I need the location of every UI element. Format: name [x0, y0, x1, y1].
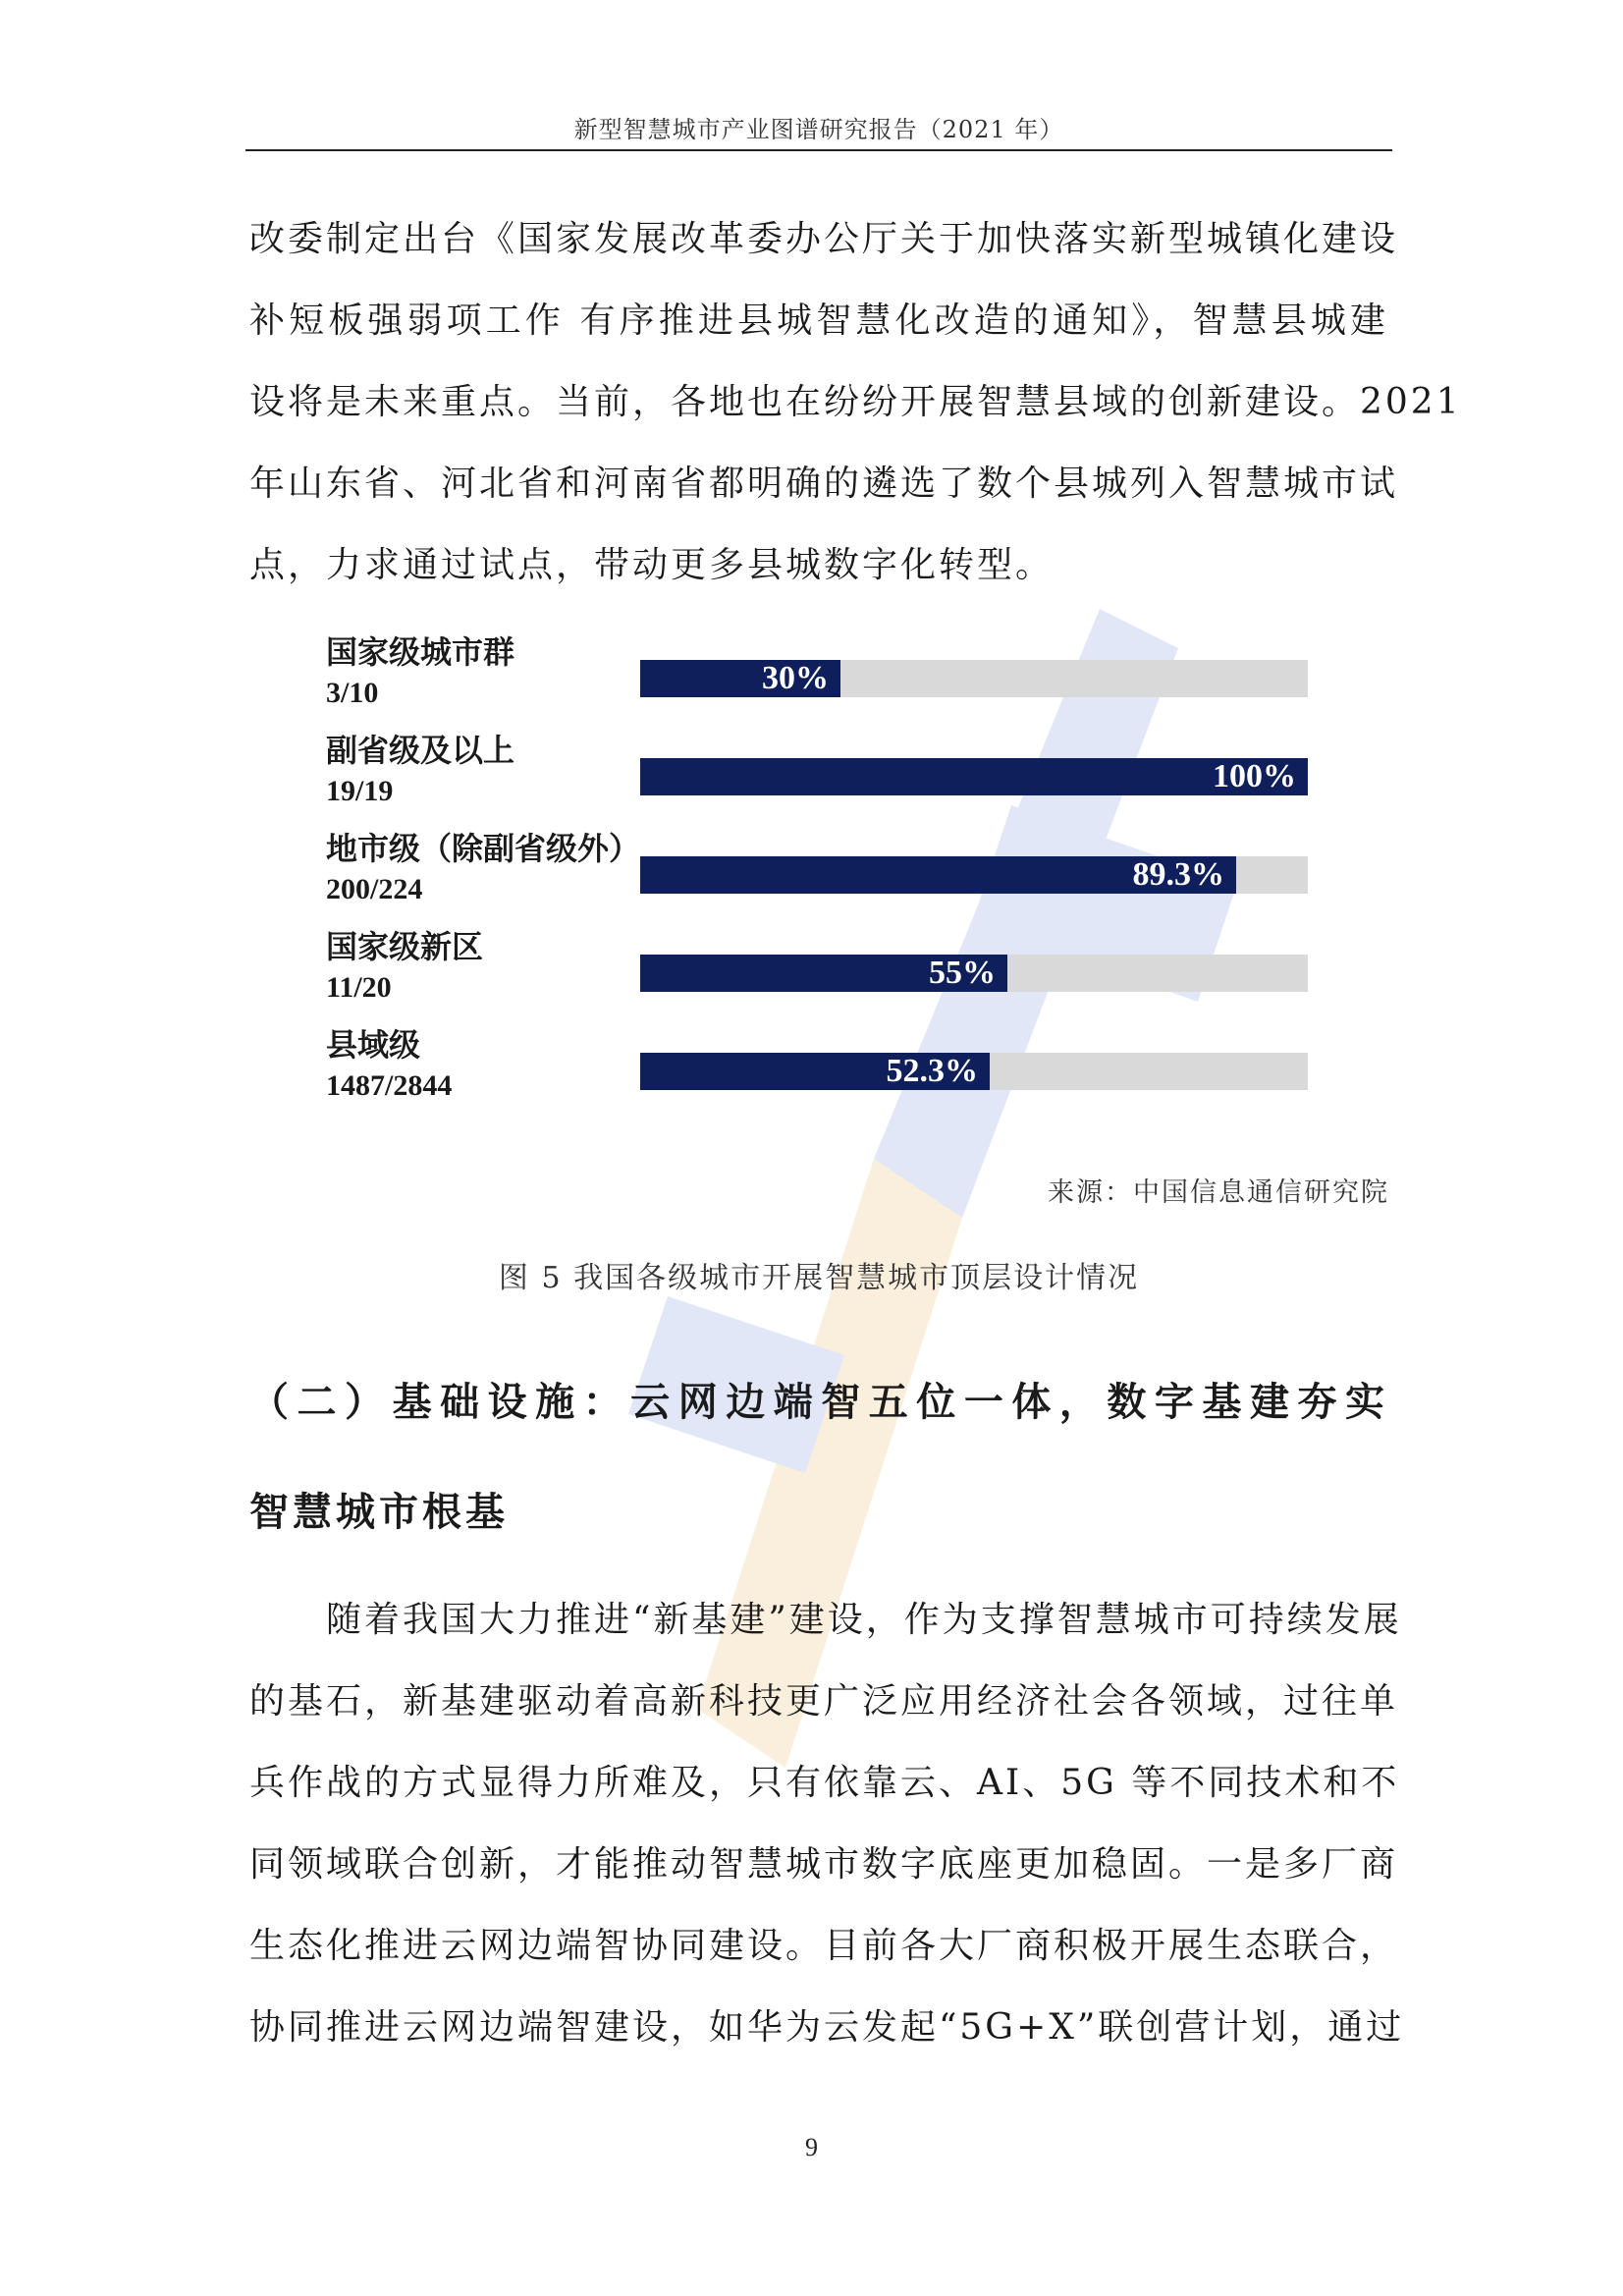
- paragraph-1-line: 年山东省、河北省和河南省都明确的遴选了数个县城列入智慧城市试: [249, 464, 1399, 504]
- bar-track: [640, 955, 1308, 992]
- paragraph-1-line: 点，力求通过试点，带动更多县城数字化转型。: [249, 545, 1055, 585]
- paragraph-1-line: 改委制定出台《国家发展改革委办公厅关于加快落实新型城镇化建设: [249, 219, 1399, 259]
- paragraph-2-line: 协同推进云网边端智建设，如华为云发起“5G+X”联创营计划，通过: [249, 2007, 1405, 2048]
- paragraph-1-line: 设将是未来重点。当前，各地也在纷纷开展智慧县域的创新建设。2021: [249, 382, 1462, 422]
- bar-value-label: 55%: [929, 955, 996, 991]
- category-count: 19/19: [326, 775, 394, 807]
- paragraph-2-line: 同领域联合创新，才能推动智慧城市数字底座更加稳固。一是多厂商: [249, 1844, 1399, 1885]
- figure-source: 来源：中国信息通信研究院: [1048, 1177, 1389, 1208]
- bar-value-label: 30%: [762, 660, 829, 696]
- category-count: 11/20: [326, 971, 392, 1004]
- bar-value-label: 100%: [1213, 758, 1296, 794]
- bar-chart: [314, 629, 1316, 1120]
- bar-track: [640, 758, 1308, 795]
- category-count: 200/224: [326, 873, 423, 905]
- category-label: 副省级及以上: [326, 732, 515, 769]
- paragraph-1: [249, 198, 1462, 606]
- bar-track: [640, 1053, 1308, 1090]
- paragraph-1-line: 补短板强弱项工作 有序推进县城智慧化改造的通知》，智慧县城建: [249, 301, 1388, 341]
- category-label: 国家级新区: [326, 928, 484, 965]
- header-rule: [245, 149, 1392, 151]
- bar-value-label: 52.3%: [886, 1053, 978, 1089]
- page-header: 新型智慧城市产业图谱研究报告（2021 年）: [573, 116, 1064, 143]
- category-count: 3/10: [326, 677, 379, 709]
- figure-caption: 图 5 我国各级城市开展智慧城市顶层设计情况: [498, 1261, 1140, 1295]
- bar-track: [640, 660, 1308, 697]
- paragraph-2-line: 生态化推进云网边端智协同建设。目前各大厂商积极开展生态联合，: [249, 1926, 1399, 1966]
- bar-value-label: 89.3%: [1132, 856, 1224, 893]
- category-label: 县域级: [326, 1026, 421, 1064]
- page-number: 9: [805, 2133, 818, 2161]
- section-heading: [249, 1347, 1388, 1567]
- category-label: 国家级城市群: [326, 633, 515, 671]
- paragraph-2: [249, 1579, 1405, 2068]
- section-heading-line: 智慧城市根基: [249, 1489, 509, 1535]
- paragraph-2-line: 的基石，新基建驱动着高新科技更广泛应用经济社会各领域，过往单: [249, 1681, 1399, 1722]
- section-heading-line: （二）基础设施：云网边端智五位一体，数字基建夯实: [249, 1379, 1388, 1425]
- bar-track: [640, 856, 1308, 894]
- category-count: 1487/2844: [326, 1069, 453, 1102]
- paragraph-2-line: 随着我国大力推进“新基建”建设，作为支撑智慧城市可持续发展: [326, 1600, 1402, 1640]
- category-label: 地市级（除副省级外）: [326, 830, 641, 867]
- paragraph-2-line: 兵作战的方式显得力所难及，只有依靠云、AI、5G 等不同技术和不: [249, 1763, 1400, 1803]
